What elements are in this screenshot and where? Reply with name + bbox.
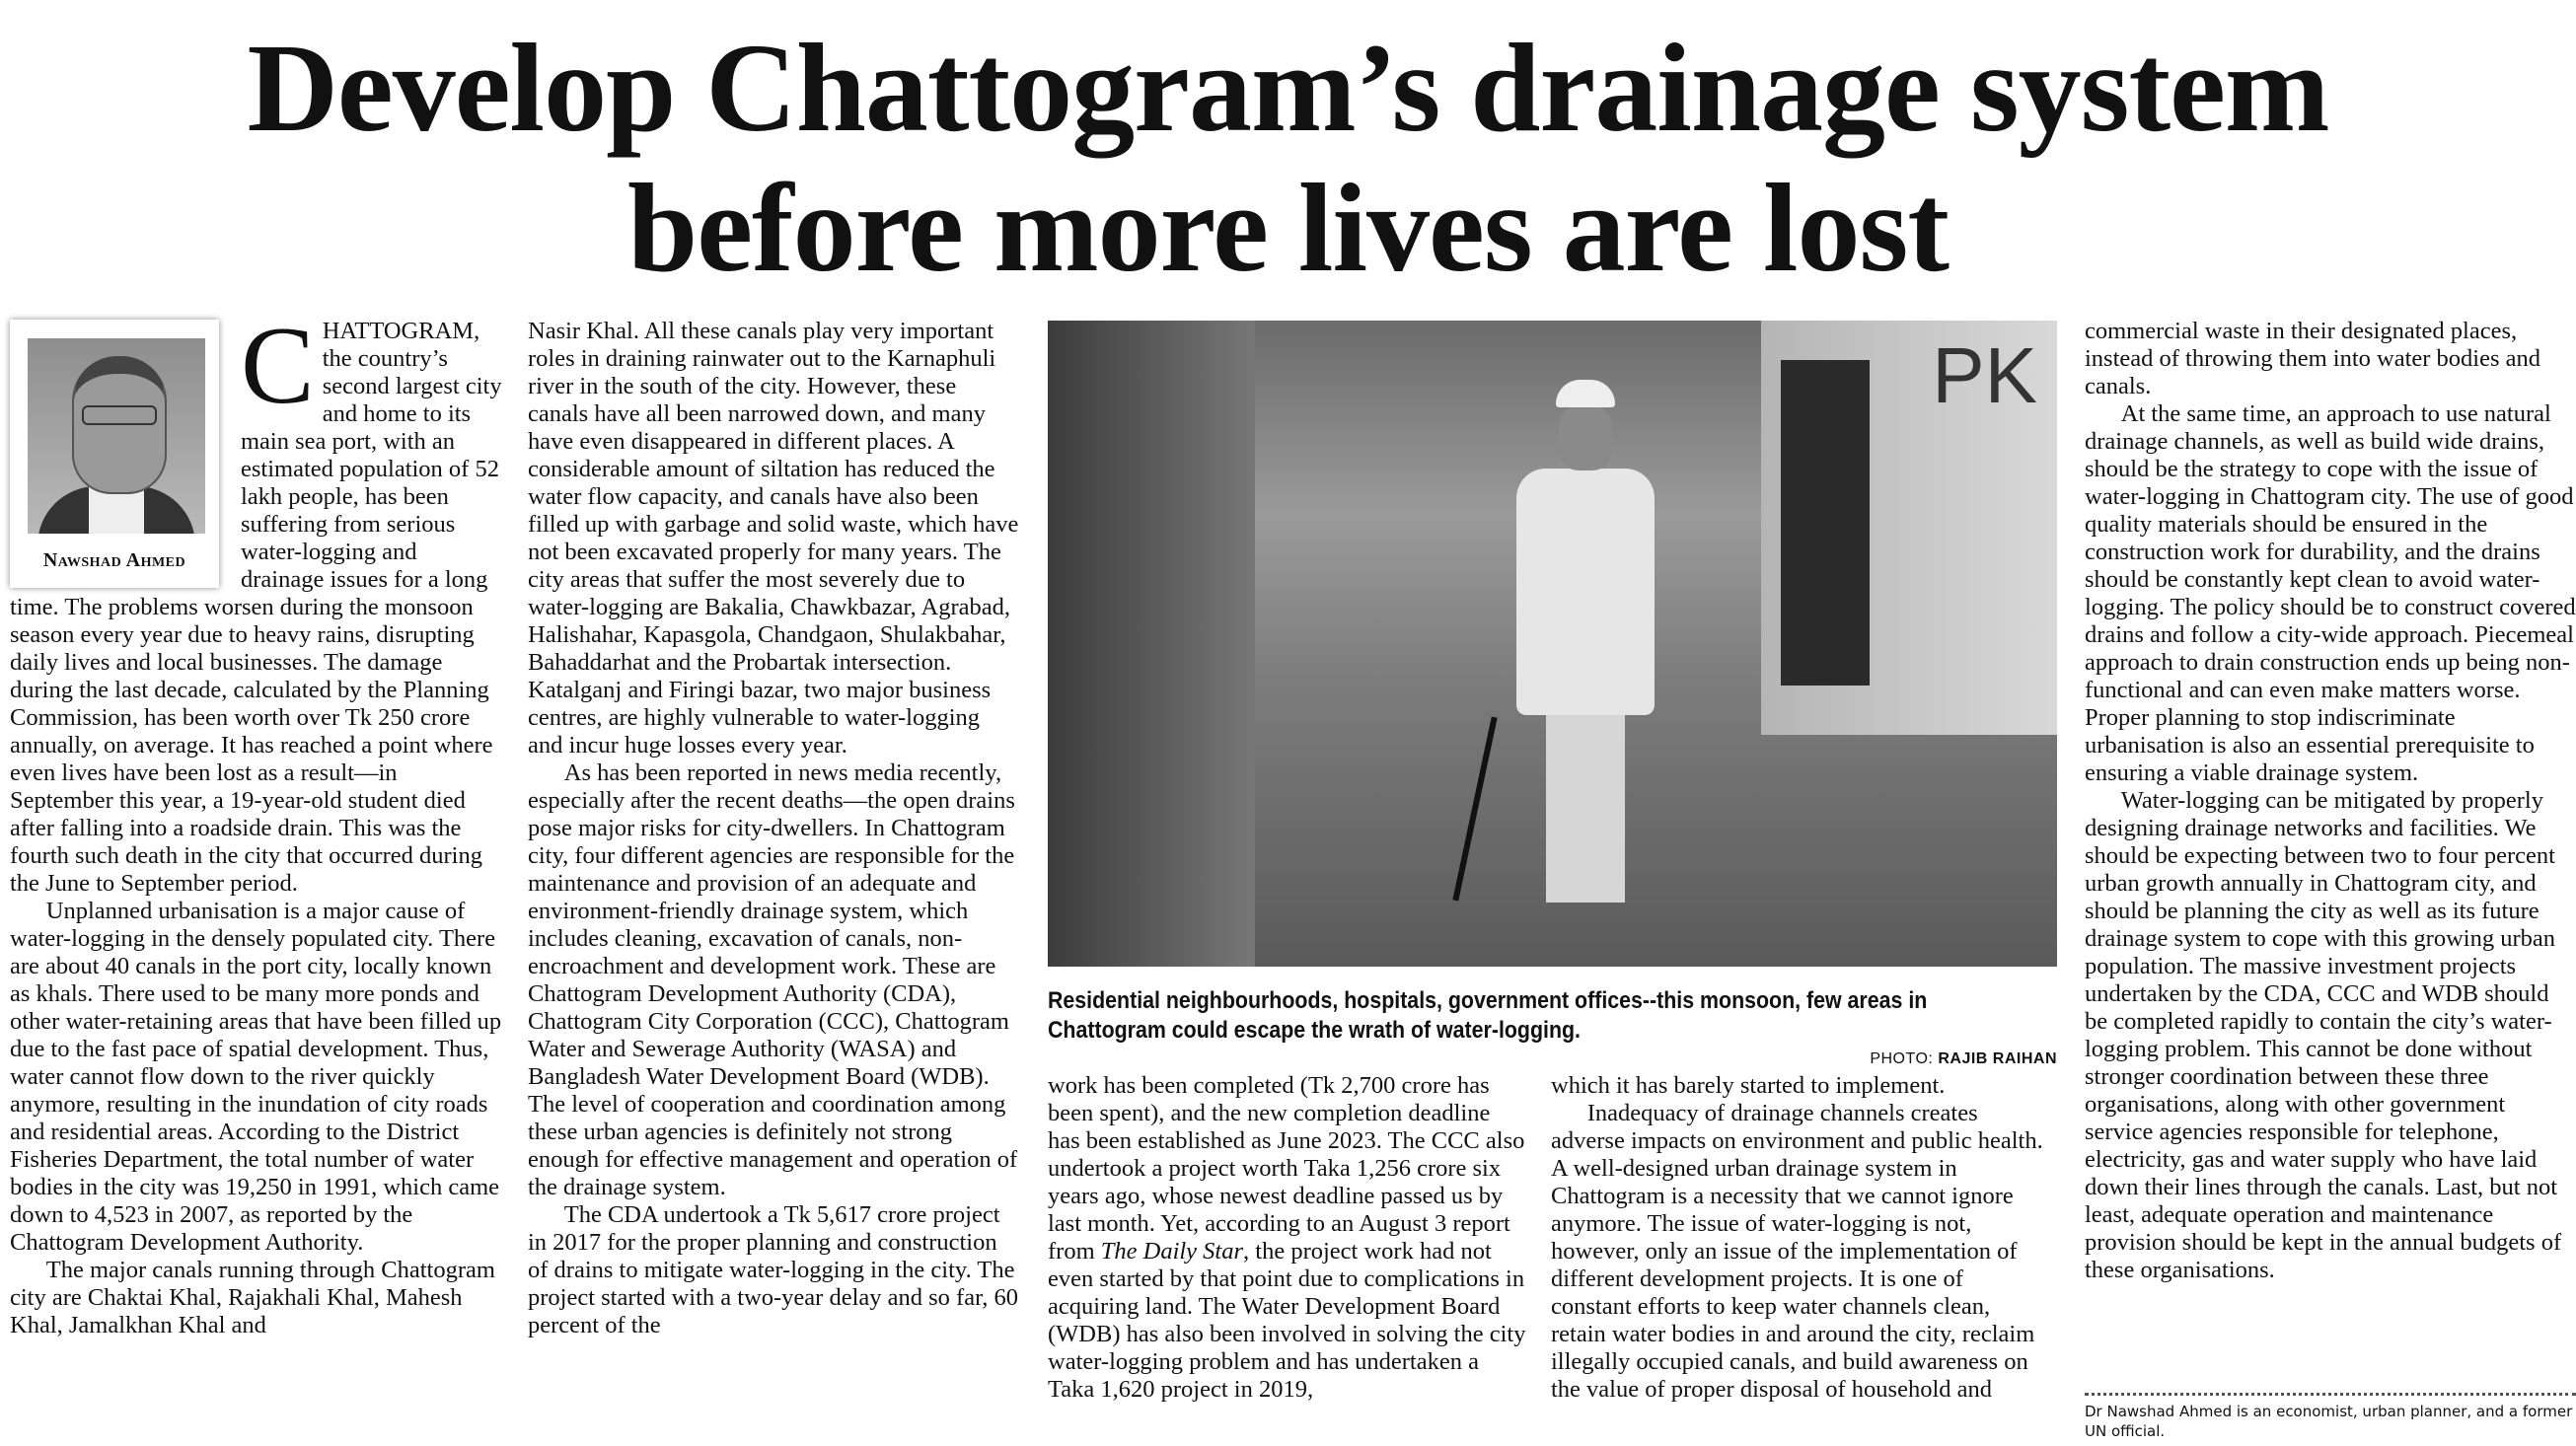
author-portrait bbox=[28, 338, 205, 534]
article-column-1 bbox=[10, 305, 503, 1339]
paragraph: Nasir Khal. All these canals play very important roles in draining rainwater out to the Karnaphuli river in the south of the city. However, these canals have all been narrowed down, and many have even disappeared in different places. A considerable amount of siltation has reduced the water flow capacity, and canals have also been filled up with garbage and solid waste, which have not been excavated properly for many years. The city areas that suffer the most severely due to water-logging are Bakalia, Chawkbazar, Agrabad, Halishahar, Kapasgola, Chandgaon, Shulakbahar, Bahaddarhat and the Probartak intersection. Katalganj and Firingi bazar, two major business centres, are highly vulnerable to water-logging and incur huge losses every year. bbox=[528, 318, 1019, 759]
paragraph: Water-logging can be mitigated by properly designing drainage networks and facilities. We should be expecting between two to four percent urban growth annually in Chattogram city, and should be planning the city as well as its future drainage system to cope with this growing urban population. The massive investment projects undertaken by the CDA, CCC and WDB should be completed rapidly to contain the city’s water-logging problem. This cannot be done without stronger coordination between these three organisations, along with other government service agencies responsible for telephone, electricity, gas and water supply who have laid down their lines through the canals. Last, but not least, adequate operation and maintenance provision should be kept in the annual budgets of these organisations. bbox=[2085, 787, 2562, 1283]
headline-line-1: Develop Chattogram’s drainage system bbox=[247, 18, 2329, 158]
paragraph: which it has barely started to implement. bbox=[1551, 1072, 1946, 1099]
article-photo bbox=[1048, 321, 2057, 967]
paragraph: work has been completed (Tk 2,700 crore has been spent), and the new completion deadline has been established as June 2023. The CCC also undertook a project worth Taka 1,256 crore six years ago, whose newest deadline passed us by last month. Yet, according to an August 3 report from The Daily Star, the project work had not even started by that point due to complications in acquiring land. The Water Development Board (WDB) has also been involved in solving the city water-logging problem and has undertaken a Taka 1,620 project in 2019, bbox=[1048, 1072, 1526, 1403]
author-name: Nawshad Ahmed bbox=[42, 549, 186, 571]
walking-cane bbox=[1452, 716, 1497, 901]
paragraph: At the same time, an approach to use natural drainage channels, as well as build wide drains, should be the strategy to cope with the issue of water-logging in Chattogram city. The use of good quality materials should be ensured in the construction work for durability, and the drains should be constantly kept clean to avoid water-logging. The policy should be to construct covered drains and follow a city-wide approach. Piecemeal approach to drain construction ends up being non-functional and can even make matters worse. Proper planning to stop indiscriminate urbanisation is also an essential prerequisite to ensuring a viable drainage system. bbox=[2085, 400, 2576, 786]
elderly-man-figure bbox=[1511, 380, 1659, 912]
paragraph: The CDA undertook a Tk 5,617 crore project in 2017 for the proper planning and construction of drains to mitigate water-logging in the city. The project started with a two-year delay and so far, 60 percent of the bbox=[528, 1201, 1018, 1338]
paragraph: Inadequacy of drainage channels creates adverse impacts on environment and public health. A well-designed urban drainage system in Chattogram is a necessity that we cannot ignore anymore. The issue of water-logging is not, however, only an issue of the implementation of different development projects. It is one of constant efforts to keep water channels clean, retain water bodies in and around the city, reclaim illegally occupied canals, and build awareness on the value of proper disposal of household and bbox=[1551, 1100, 2043, 1403]
photo-caption: Residential neighbourhoods, hospitals, government offices--this monsoon, few areas in Chattogram could escape the wrath of water-logging. bbox=[1048, 987, 1928, 1044]
article-column-5 bbox=[2085, 318, 2576, 1284]
headline-line-2: before more lives are lost bbox=[627, 158, 1949, 298]
paragraph: As has been reported in news media recently, especially after the recent deaths—the open drains pose major risks for city-dwellers. In Chattogram city, four different agencies are responsible for the maintenance and provision of an adequate and environment-friendly drainage system, which includes cleaning, excavation of canals, non-encroachment and development work. These are Chattogram Development Authority (CDA), Chattogram City Corporation (CCC), Chattogram Water and Sewerage Authority (WASA) and Bangladesh Water Development Board (WDB). The level of cooperation and coordination among these urban agencies is definitely not strong enough for effective management and operation of the drainage system. bbox=[528, 759, 1018, 1200]
photo-graffiti: PK bbox=[1932, 331, 2037, 419]
author-box bbox=[10, 320, 219, 588]
paragraph: The major canals running through Chattogram city are Chaktai Khal, Rajakhali Khal, Mahesh Khal, Jamalkhan Khal and bbox=[10, 1257, 495, 1338]
article-column-2 bbox=[528, 318, 1019, 1339]
paragraph: CHATTOGRAM, the country’s second largest city and home to its main sea port, with an estimated population of 52 lakh people, has been suffering from serious water-logging and drainage issues for a long time. The problems worsen during the monsoon season every year due to heavy rains, disrupting daily lives and local businesses. The damage during the last decade, calculated by the Planning Commission, has been worth over Tk 250 crore annually, on average. It has reached a point where even lives have been lost as a result—in September this year, a 19-year-old student died after falling into a roadside drain. This was the fourth such death in the city that occurred during the June to September period. bbox=[10, 305, 502, 897]
paragraph: Unplanned urbanisation is a major cause of water-logging in the densely populated city. There are about 40 canals in the port city, locally known as khals. There used to be many more ponds and other water-retaining areas that have been filled up due to the fast pace of spatial development. Thus, water cannot flow down to the river quickly anymore, resulting in the inundation of city roads and residential areas. According to the District Fisheries Department, the total number of water bodies in the city was 19,250 in 1991, which came down to 4,523 in 2007, as reported by the Chattogram Development Authority. bbox=[10, 898, 502, 1256]
article-column-4 bbox=[1551, 1072, 2049, 1404]
author-bio: Dr Nawshad Ahmed is an economist, urban planner, and a former UN official. bbox=[2085, 1393, 2576, 1441]
drop-cap: C bbox=[241, 305, 315, 427]
publication-name: The Daily Star bbox=[1100, 1238, 1244, 1265]
paragraph: commercial waste in their designated places, instead of throwing them into water bodies and canals. bbox=[2085, 318, 2540, 399]
headline bbox=[0, 18, 2576, 298]
photo-credit: PHOTO: RAJIB RAIHAN bbox=[1870, 1050, 2057, 1067]
article-column-3 bbox=[1048, 1072, 1526, 1404]
